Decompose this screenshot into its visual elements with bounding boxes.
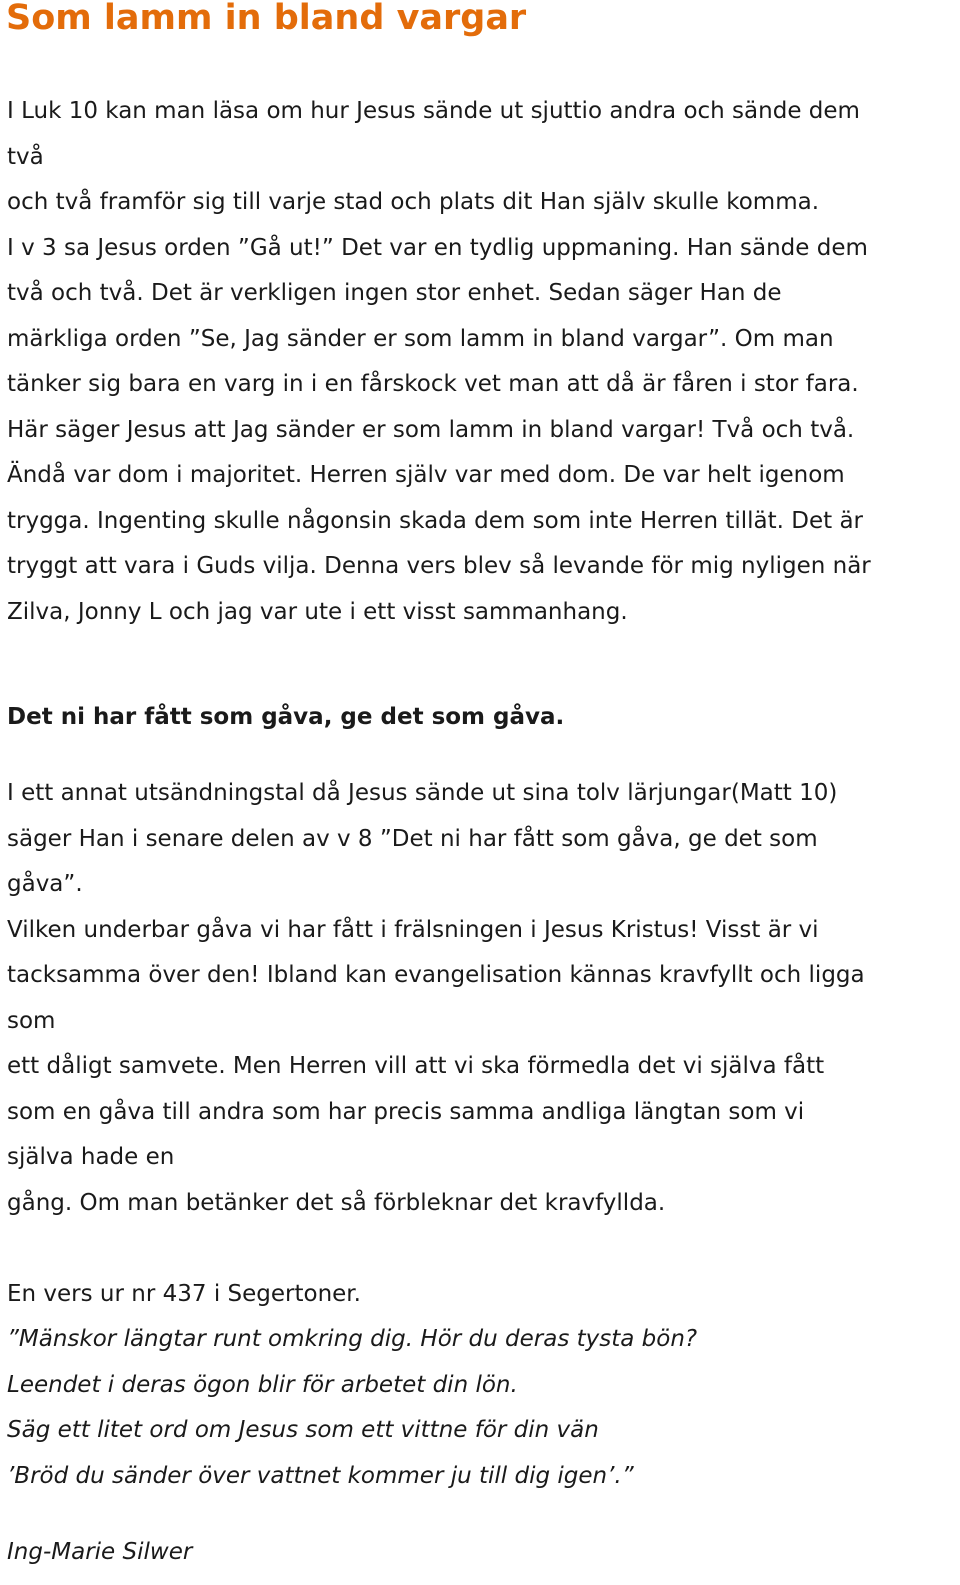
paragraph-line: ett dåligt samvete. Men Herren vill att vi ska förmedla det vi själva fått xyxy=(7,1053,825,1079)
verse-intro: En vers ur nr 437 i Segertoner. xyxy=(7,1281,361,1307)
verse-line: ”Mänskor längtar runt omkring dig. Hör du deras tysta bön? xyxy=(7,1326,698,1352)
page-title: Som lamm in bland vargar xyxy=(6,0,527,38)
paragraph-line: Zilva, Jonny L och jag var ute i ett visst sammanhang. xyxy=(7,599,628,625)
paragraph-line: och två framför sig till varje stad och plats dit Han själv skulle komma. xyxy=(7,189,820,215)
paragraph-line: trygga. Ingenting skulle någonsin skada dem som inte Herren tillät. Det är xyxy=(7,508,864,534)
paragraph-line: gång. Om man betänker det så förbleknar det kravfyllda. xyxy=(7,1190,666,1216)
paragraph-line: två och två. Det är verkligen ingen stor enhet. Sedan säger Han de xyxy=(7,280,782,306)
paragraph-line: märkliga orden ”Se, Jag sänder er som lamm in bland vargar”. Om man xyxy=(7,326,834,352)
paragraph-line: tänker sig bara en varg in i en fårskock vet man att då är fåren i stor fara. xyxy=(7,371,859,397)
paragraph-line: Här säger Jesus att Jag sänder er som lamm in bland vargar! Två och två. xyxy=(7,417,855,443)
author-signature: Ing-Marie Silwer xyxy=(7,1539,193,1565)
paragraph-line: Ändå var dom i majoritet. Herren själv var med dom. De var helt igenom xyxy=(7,462,845,488)
paragraph-line: säger Han i senare delen av v 8 ”Det ni har fått som gåva, ge det som xyxy=(7,826,818,852)
verse-line: ’Bröd du sänder över vattnet kommer ju till dig igen’.” xyxy=(7,1463,634,1489)
paragraph-line: Vilken underbar gåva vi har fått i frälsningen i Jesus Kristus! Visst är vi xyxy=(7,917,819,943)
paragraph-line: tryggt att vara i Guds vilja. Denna vers blev så levande för mig nyligen när xyxy=(7,553,871,579)
paragraph-line: själva hade en xyxy=(7,1144,175,1170)
paragraph-line: I v 3 sa Jesus orden ”Gå ut!” Det var en tydlig uppmaning. Han sände dem xyxy=(7,235,868,261)
paragraph-line: I ett annat utsändningstal då Jesus sände ut sina tolv lärjungar(Matt 10) xyxy=(7,780,838,806)
paragraph-line: som xyxy=(7,1008,56,1034)
paragraph-line: två xyxy=(7,144,44,170)
verse-line: Leendet i deras ögon blir för arbetet din lön. xyxy=(7,1372,518,1398)
paragraph-line: tacksamma över den! Ibland kan evangelisation kännas kravfyllt och ligga xyxy=(7,962,865,988)
section-heading: Det ni har fått som gåva, ge det som gåva. xyxy=(7,704,565,730)
verse-line: Säg ett litet ord om Jesus som ett vittne för din vän xyxy=(7,1417,599,1443)
paragraph-line: som en gåva till andra som har precis samma andliga längtan som vi xyxy=(7,1099,805,1125)
paragraph-line: gåva”. xyxy=(7,871,83,897)
paragraph-line: I Luk 10 kan man läsa om hur Jesus sände ut sjuttio andra och sände dem xyxy=(7,98,860,124)
